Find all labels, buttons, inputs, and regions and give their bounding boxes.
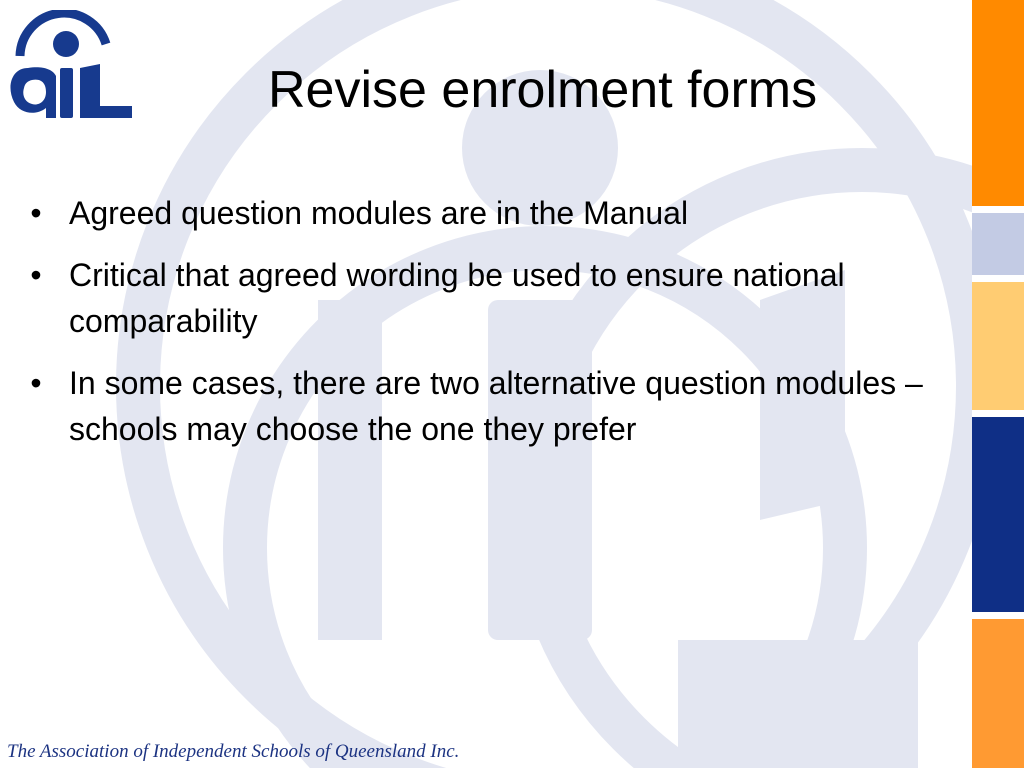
bullet-text: Critical that agreed wording be used to ensure national comparability — [69, 257, 845, 339]
stripe-lavender — [972, 213, 1024, 275]
stripe-navy — [972, 417, 1024, 612]
bullet-symbol: • — [30, 257, 42, 293]
footer-organization: The Association of Independent Schools of Queensland Inc. — [7, 741, 460, 762]
slide-title: Revise enrolment forms — [268, 61, 818, 119]
stripe-orange — [972, 0, 1024, 206]
bullet-item — [26, 190, 956, 236]
bullet-item — [26, 360, 956, 452]
stripe-light-orange — [972, 282, 1024, 410]
bullet-text: In some cases, there are two alternative question modules – schools may choose the one they prefer — [69, 365, 923, 447]
bullet-symbol: • — [30, 365, 42, 401]
bullet-symbol: • — [30, 195, 42, 231]
stripe-orange-bottom — [972, 619, 1024, 768]
bullet-item — [26, 252, 956, 344]
bullet-text: Agreed question modules are in the Manual — [69, 195, 689, 231]
side-color-bar — [972, 0, 1024, 768]
bullet-list — [26, 190, 956, 468]
ais-logo — [8, 10, 134, 122]
